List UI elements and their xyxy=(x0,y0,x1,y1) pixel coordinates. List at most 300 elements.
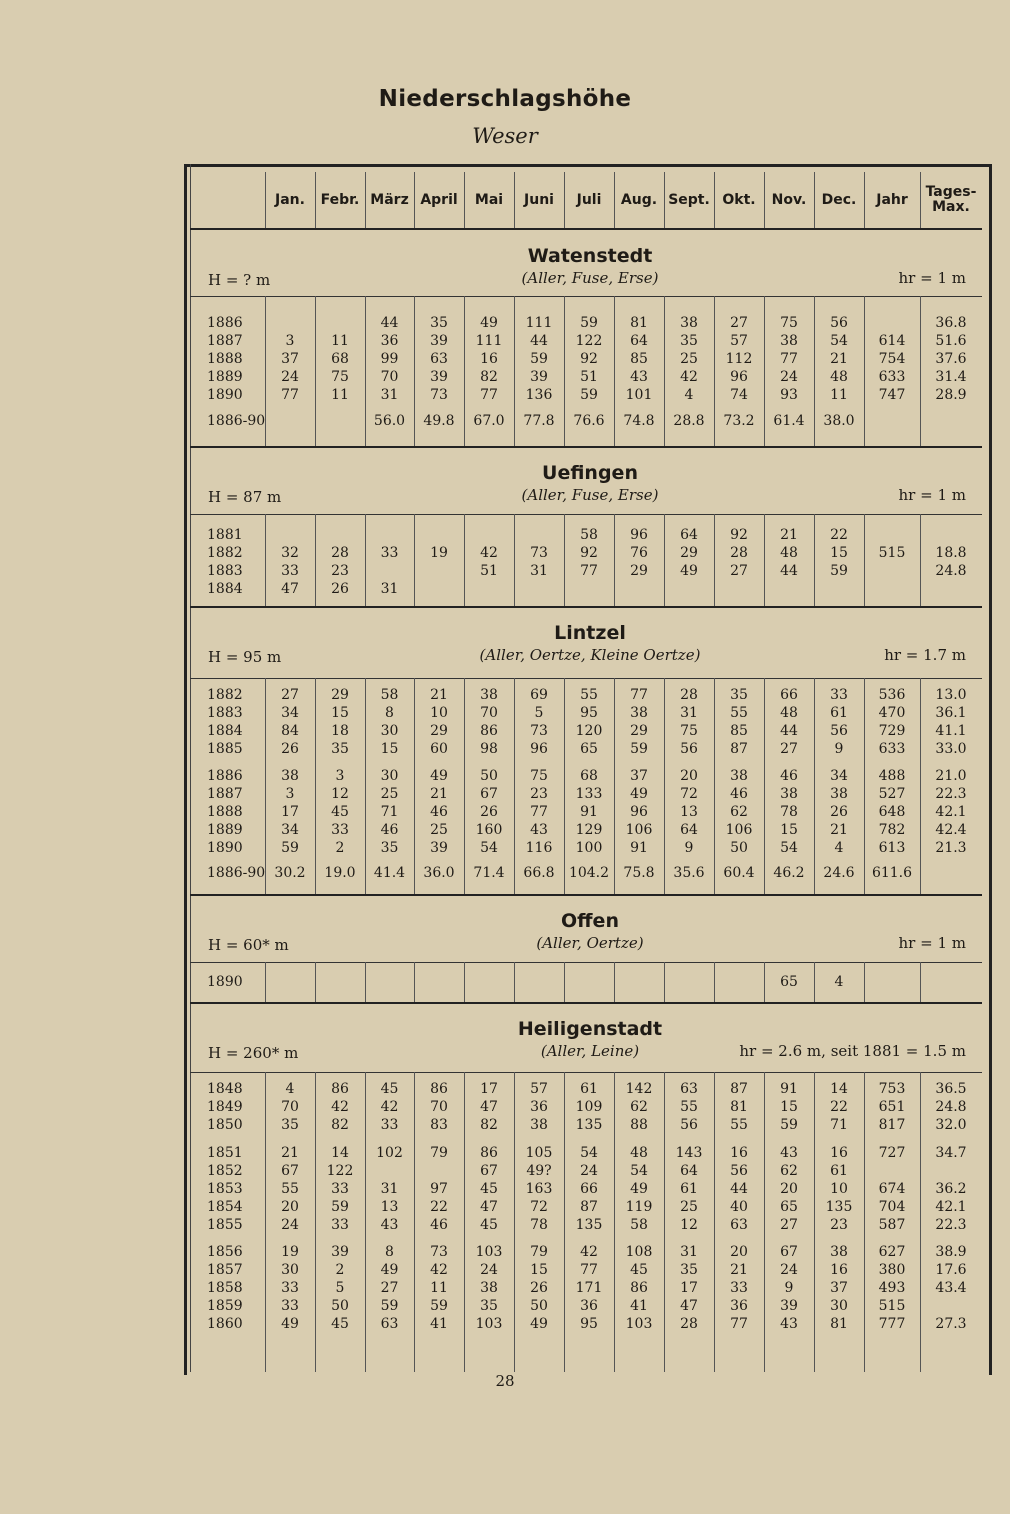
table-cell: 42 xyxy=(680,369,698,385)
table-cell: 42 xyxy=(380,1099,399,1115)
table-cell: 59 xyxy=(580,315,598,331)
table-cell: 46 xyxy=(730,786,748,802)
table-cell: 77 xyxy=(580,1262,598,1278)
table-cell: 59 xyxy=(430,1298,448,1314)
table-cell: 62 xyxy=(780,1163,798,1179)
table-cell: 96 xyxy=(730,369,748,385)
table-cell: 36.5 xyxy=(935,1081,967,1097)
table-cell: 36 xyxy=(380,333,399,349)
table-cell: 24.6 xyxy=(823,865,855,881)
table-cell: 91 xyxy=(780,1081,798,1097)
table-cell: 46 xyxy=(430,804,448,820)
row-year: 1883 xyxy=(207,705,243,721)
table-cell: 34 xyxy=(830,768,848,784)
table-cell: 77.8 xyxy=(523,413,555,429)
table-cell: 15 xyxy=(380,741,399,757)
table-cell: 68 xyxy=(331,351,349,367)
table-cell: 67 xyxy=(281,1163,299,1179)
table-cell: 171 xyxy=(575,1280,603,1296)
table-cell: 41 xyxy=(430,1316,448,1332)
table-cell: 29 xyxy=(331,687,349,703)
table-cell: 41.1 xyxy=(935,723,967,739)
table-cell: 24 xyxy=(281,369,299,385)
table-cell: 35 xyxy=(680,1262,698,1278)
table-cell: 38 xyxy=(480,1280,498,1296)
table-cell: 76.6 xyxy=(573,413,605,429)
table-cell: 61.4 xyxy=(773,413,805,429)
table-cell: 25 xyxy=(680,1199,698,1215)
table-cell: 88 xyxy=(630,1117,648,1133)
row-year: 1886-90 xyxy=(207,865,266,881)
table-cell: 98 xyxy=(480,741,498,757)
row-year: 1890 xyxy=(207,840,243,856)
table-cell: 25 xyxy=(430,822,448,838)
table-cell: 8 xyxy=(385,1244,394,1260)
table-cell: 62 xyxy=(630,1099,648,1115)
table-cell: 95 xyxy=(580,705,598,721)
table-cell: 747 xyxy=(878,387,906,403)
table-cell: 82 xyxy=(480,369,498,385)
table-cell: 103 xyxy=(475,1244,503,1260)
table-cell: 49 xyxy=(480,315,498,331)
table-cell: 633 xyxy=(878,741,906,757)
table-cell: 64 xyxy=(630,333,648,349)
table-cell: 54 xyxy=(480,840,498,856)
table-cell: 64 xyxy=(680,527,698,543)
table-cell: 5 xyxy=(534,705,544,721)
row-year: 1888 xyxy=(207,351,243,367)
column-divider xyxy=(614,962,615,1002)
table-cell: 56 xyxy=(680,741,698,757)
table-cell: 30.2 xyxy=(274,865,306,881)
table-cell: 49 xyxy=(530,1316,548,1332)
table-cell: 33 xyxy=(830,687,848,703)
table-cell: 160 xyxy=(475,822,503,838)
column-header: Sept. xyxy=(668,191,710,208)
table-cell: 21 xyxy=(830,822,848,838)
table-cell: 67.0 xyxy=(473,413,505,429)
table-cell: 31 xyxy=(680,1244,698,1260)
gauge-height: hr = 1 m xyxy=(898,486,966,504)
table-cell: 4 xyxy=(285,1081,295,1097)
table-cell: 75 xyxy=(331,369,349,385)
table-cell: 59 xyxy=(281,840,299,856)
table-cell: 4 xyxy=(684,387,694,403)
table-cell: 39 xyxy=(430,369,448,385)
table-cell: 69 xyxy=(530,687,548,703)
table-cell: 55 xyxy=(281,1181,299,1197)
table-cell: 33 xyxy=(331,1181,349,1197)
table-cell: 92 xyxy=(580,351,598,367)
table-cell: 63 xyxy=(430,351,448,367)
table-cell: 31 xyxy=(380,387,399,403)
table-cell: 9 xyxy=(784,1280,794,1296)
column-header: April xyxy=(420,191,458,208)
table-cell: 44 xyxy=(780,563,798,579)
table-cell: 61 xyxy=(830,705,848,721)
table-cell: 66 xyxy=(580,1181,598,1197)
table-cell: 16 xyxy=(480,351,498,367)
table-cell: 26 xyxy=(281,741,299,757)
table-cell: 11 xyxy=(331,387,349,403)
table-cell: 79 xyxy=(430,1145,448,1161)
table-cell: 35 xyxy=(380,840,399,856)
table-cell: 27 xyxy=(380,1280,399,1296)
table-cell: 21 xyxy=(780,527,798,543)
table-cell: 54 xyxy=(580,1145,598,1161)
table-cell: 613 xyxy=(878,840,906,856)
table-cell: 21 xyxy=(430,786,448,802)
table-cell: 59 xyxy=(580,387,598,403)
table-cell: 42 xyxy=(580,1244,598,1260)
table-cell: 39 xyxy=(780,1298,798,1314)
table-cell: 101 xyxy=(625,387,653,403)
table-cell: 4 xyxy=(834,974,844,990)
table-cell: 4 xyxy=(834,840,844,856)
table-cell: 33 xyxy=(331,1217,349,1233)
row-year: 1853 xyxy=(207,1181,243,1197)
table-cell: 77 xyxy=(780,351,798,367)
table-cell: 16 xyxy=(730,1145,748,1161)
table-cell: 75.8 xyxy=(623,865,655,881)
table-cell: 38 xyxy=(281,768,299,784)
table-cell: 133 xyxy=(575,786,603,802)
table-cell: 28 xyxy=(680,1316,698,1332)
table-cell: 35 xyxy=(480,1298,498,1314)
table-cell: 14 xyxy=(830,1081,848,1097)
table-cell: 16 xyxy=(830,1262,848,1278)
table-cell: 63 xyxy=(380,1316,399,1332)
table-cell: 71.4 xyxy=(473,865,505,881)
table-cell: 86 xyxy=(331,1081,349,1097)
table-cell: 142 xyxy=(625,1081,653,1097)
table-cell: 26 xyxy=(480,804,498,820)
table-cell: 106 xyxy=(625,822,653,838)
table-cell: 47 xyxy=(281,581,299,597)
column-header: März xyxy=(370,191,409,208)
table-cell: 74.8 xyxy=(623,413,655,429)
table-cell: 36.0 xyxy=(423,865,455,881)
header-column-divider xyxy=(664,172,665,228)
table-cell: 2 xyxy=(335,1262,345,1278)
table-cell: 20 xyxy=(730,1244,748,1260)
table-cell: 536 xyxy=(878,687,906,703)
table-cell: 21.3 xyxy=(935,840,967,856)
table-cell: 73 xyxy=(430,1244,448,1260)
table-cell: 41 xyxy=(630,1298,648,1314)
column-divider xyxy=(920,962,921,1002)
row-year: 1858 xyxy=(207,1280,243,1296)
table-cell: 49 xyxy=(630,786,648,802)
row-year: 1889 xyxy=(207,369,243,385)
column-divider xyxy=(664,962,665,1002)
table-cell: 83 xyxy=(430,1117,448,1133)
table-cell: 48 xyxy=(780,545,798,561)
table-cell: 116 xyxy=(525,840,553,856)
table-cell: 39 xyxy=(530,369,548,385)
table-cell: 47 xyxy=(480,1199,498,1215)
table-cell: 81 xyxy=(830,1316,848,1332)
row-year: 1882 xyxy=(207,545,243,561)
table-cell: 58 xyxy=(380,687,399,703)
table-cell: 60.4 xyxy=(723,865,755,881)
table-cell: 77 xyxy=(630,687,648,703)
table-cell: 61 xyxy=(830,1163,848,1179)
table-cell: 32 xyxy=(281,545,299,561)
table-cell: 105 xyxy=(525,1145,553,1161)
table-cell: 17.6 xyxy=(935,1262,967,1278)
header-column-divider xyxy=(864,172,865,228)
table-cell: 111 xyxy=(475,333,503,349)
table-cell: 61 xyxy=(580,1081,598,1097)
table-cell: 122 xyxy=(326,1163,354,1179)
header-column-divider xyxy=(714,172,715,228)
table-cell: 55 xyxy=(730,1117,748,1133)
table-cell: 16 xyxy=(830,1145,848,1161)
header-column-divider xyxy=(920,172,921,228)
column-header: Aug. xyxy=(620,191,658,208)
table-cell: 42.4 xyxy=(935,822,967,838)
table-cell: 704 xyxy=(878,1199,906,1215)
row-year: 1855 xyxy=(207,1217,243,1233)
table-cell: 49.8 xyxy=(423,413,455,429)
table-cell: 92 xyxy=(730,527,748,543)
table-cell: 43 xyxy=(780,1145,798,1161)
table-cell: 85 xyxy=(730,723,748,739)
table-cell: 648 xyxy=(878,804,906,820)
table-cell: 59 xyxy=(530,351,548,367)
table-cell: 35 xyxy=(730,687,748,703)
table-cell: 34.7 xyxy=(935,1145,967,1161)
station-rivers: (Aller, Oertze) xyxy=(536,934,644,952)
header-column-divider xyxy=(614,172,615,228)
station-name: Offen xyxy=(561,910,619,932)
table-cell: 46 xyxy=(380,822,399,838)
table-cell: 11 xyxy=(331,333,349,349)
table-cell: 75 xyxy=(780,315,798,331)
table-cell: 13 xyxy=(680,804,698,820)
table-cell: 21 xyxy=(830,351,848,367)
gauge-height: hr = 1.7 m xyxy=(884,646,966,664)
table-cell: 45 xyxy=(331,1316,349,1332)
table-cell: 70 xyxy=(380,369,399,385)
page-title: Niederschlagshöhe xyxy=(378,86,632,112)
table-cell: 84 xyxy=(281,723,299,739)
section-bottom-rule xyxy=(190,446,982,448)
row-year: 1890 xyxy=(207,387,243,403)
table-cell: 82 xyxy=(331,1117,349,1133)
table-cell: 143 xyxy=(675,1145,703,1161)
table-cell: 37 xyxy=(281,351,299,367)
table-cell: 49 xyxy=(430,768,448,784)
row-year: 1859 xyxy=(207,1298,243,1314)
table-cell: 44 xyxy=(380,315,399,331)
row-year: 1887 xyxy=(207,786,243,802)
section-bottom-rule xyxy=(190,1002,982,1004)
table-cell: 2 xyxy=(335,840,345,856)
table-cell: 27 xyxy=(730,315,748,331)
table-cell: 22 xyxy=(830,527,848,543)
table-cell: 55 xyxy=(680,1099,698,1115)
table-cell: 120 xyxy=(575,723,603,739)
table-cell: 9 xyxy=(684,840,694,856)
table-cell: 38 xyxy=(630,705,648,721)
table-cell: 20 xyxy=(680,768,698,784)
table-cell: 27 xyxy=(281,687,299,703)
column-divider xyxy=(564,962,565,1002)
table-cell: 163 xyxy=(525,1181,553,1197)
table-cell: 38 xyxy=(480,687,498,703)
table-cell: 33 xyxy=(281,1280,299,1296)
table-cell: 96 xyxy=(630,804,648,820)
column-divider xyxy=(864,962,865,1002)
table-cell: 23 xyxy=(830,1217,848,1233)
column-header: Juli xyxy=(576,191,602,208)
table-cell: 95 xyxy=(580,1316,598,1332)
table-cell: 91 xyxy=(580,804,598,820)
table-cell: 40 xyxy=(730,1199,748,1215)
table-cell: 18 xyxy=(331,723,349,739)
table-cell: 754 xyxy=(878,351,906,367)
table-cell: 72 xyxy=(530,1199,548,1215)
table-cell: 46 xyxy=(780,768,798,784)
table-cell: 43 xyxy=(530,822,548,838)
table-cell: 627 xyxy=(878,1244,906,1260)
table-cell: 29 xyxy=(630,723,648,739)
table-cell: 39 xyxy=(430,840,448,856)
table-cell: 35.6 xyxy=(673,865,705,881)
table-cell: 102 xyxy=(376,1145,403,1161)
table-cell: 38.0 xyxy=(823,413,855,429)
column-header: Mai xyxy=(474,191,504,208)
table-cell: 54 xyxy=(830,333,848,349)
table-cell: 46.2 xyxy=(773,865,805,881)
table-cell: 15 xyxy=(331,705,349,721)
table-cell: 48 xyxy=(630,1145,648,1161)
table-cell: 54 xyxy=(780,840,798,856)
table-cell: 59 xyxy=(830,563,848,579)
gauge-height: hr = 1 m xyxy=(898,934,966,952)
table-cell: 44 xyxy=(730,1181,748,1197)
row-year: 1857 xyxy=(207,1262,243,1278)
table-cell: 36.8 xyxy=(935,315,967,331)
table-cell: 76 xyxy=(630,545,648,561)
table-cell: 817 xyxy=(878,1117,906,1133)
table-cell: 45 xyxy=(480,1181,498,1197)
table-cell: 37.6 xyxy=(935,351,967,367)
table-cell: 43 xyxy=(780,1316,798,1332)
table-cell: 19 xyxy=(281,1244,299,1260)
table-cell: 24 xyxy=(580,1163,598,1179)
table-cell: 24 xyxy=(780,1262,798,1278)
table-cell: 36 xyxy=(580,1298,598,1314)
table-cell: 12 xyxy=(680,1217,698,1233)
table-cell: 58 xyxy=(580,527,598,543)
table-cell: 56.0 xyxy=(373,413,406,429)
row-year: 1890 xyxy=(207,974,243,990)
table-cell: 58 xyxy=(630,1217,648,1233)
table-cell: 37 xyxy=(630,768,648,784)
table-cell: 103 xyxy=(625,1316,653,1332)
table-cell: 34 xyxy=(281,705,299,721)
table-cell: 28.8 xyxy=(673,413,705,429)
table-cell: 87 xyxy=(580,1199,598,1215)
table-cell: 15 xyxy=(830,545,848,561)
table-cell: 587 xyxy=(878,1217,906,1233)
table-cell: 129 xyxy=(575,822,603,838)
table-cell: 77 xyxy=(580,563,598,579)
table-cell: 10 xyxy=(430,705,448,721)
table-cell: 25 xyxy=(380,786,399,802)
row-year: 1850 xyxy=(207,1117,243,1133)
row-year: 1851 xyxy=(207,1145,243,1161)
table-cell: 46 xyxy=(430,1217,448,1233)
page-subtitle: Weser xyxy=(472,124,538,148)
table-cell: 633 xyxy=(878,369,906,385)
table-cell: 86 xyxy=(480,1145,498,1161)
table-cell: 38 xyxy=(780,333,798,349)
table-cell: 65 xyxy=(580,741,598,757)
station-elevation: H = ? m xyxy=(208,271,271,289)
table-cell: 37 xyxy=(830,1280,848,1296)
table-cell: 100 xyxy=(575,840,603,856)
section-bottom-rule xyxy=(190,894,982,896)
table-cell: 85 xyxy=(630,351,648,367)
table-cell: 35 xyxy=(430,315,448,331)
table-cell: 39 xyxy=(331,1244,349,1260)
table-cell: 28 xyxy=(331,545,349,561)
table-cell: 28.9 xyxy=(935,387,967,403)
station-elevation: H = 87 m xyxy=(208,488,282,506)
table-cell: 48 xyxy=(830,369,848,385)
table-cell: 611.6 xyxy=(871,865,913,881)
table-cell: 729 xyxy=(878,723,906,739)
table-cell: 8 xyxy=(385,705,394,721)
table-cell: 81 xyxy=(730,1099,748,1115)
table-cell: 70 xyxy=(430,1099,448,1115)
table-cell: 32.0 xyxy=(935,1117,967,1133)
table-cell: 35 xyxy=(281,1117,299,1133)
table-cell: 674 xyxy=(878,1181,906,1197)
table-cell: 38 xyxy=(730,768,748,784)
station-rivers: (Aller, Oertze, Kleine Oertze) xyxy=(479,646,701,664)
table-cell: 135 xyxy=(575,1117,603,1133)
table-cell: 73.2 xyxy=(723,413,755,429)
table-cell: 38 xyxy=(830,786,848,802)
table-cell: 21 xyxy=(281,1145,299,1161)
table-cell: 24.8 xyxy=(935,1099,967,1115)
gauge-height: hr = 2.6 m, seit 1881 = 1.5 m xyxy=(739,1042,966,1060)
row-year: 1854 xyxy=(207,1199,243,1215)
table-cell: 51.6 xyxy=(935,333,967,349)
table-cell: 49 xyxy=(680,563,698,579)
table-cell: 73 xyxy=(430,387,448,403)
table-cell: 86 xyxy=(430,1081,448,1097)
table-cell: 782 xyxy=(878,822,906,838)
table-cell: 62 xyxy=(730,804,748,820)
table-cell: 22.3 xyxy=(935,1217,967,1233)
header-column-divider xyxy=(814,172,815,228)
table-cell: 18.8 xyxy=(935,545,967,561)
table-cell: 21 xyxy=(430,687,448,703)
table-cell: 614 xyxy=(878,333,906,349)
table-cell: 21 xyxy=(730,1262,748,1278)
table-cell: 49 xyxy=(380,1262,399,1278)
row-year: 1848 xyxy=(207,1081,243,1097)
table-cell: 45 xyxy=(380,1081,399,1097)
table-cell: 22 xyxy=(430,1199,448,1215)
table-cell: 79 xyxy=(530,1244,548,1260)
